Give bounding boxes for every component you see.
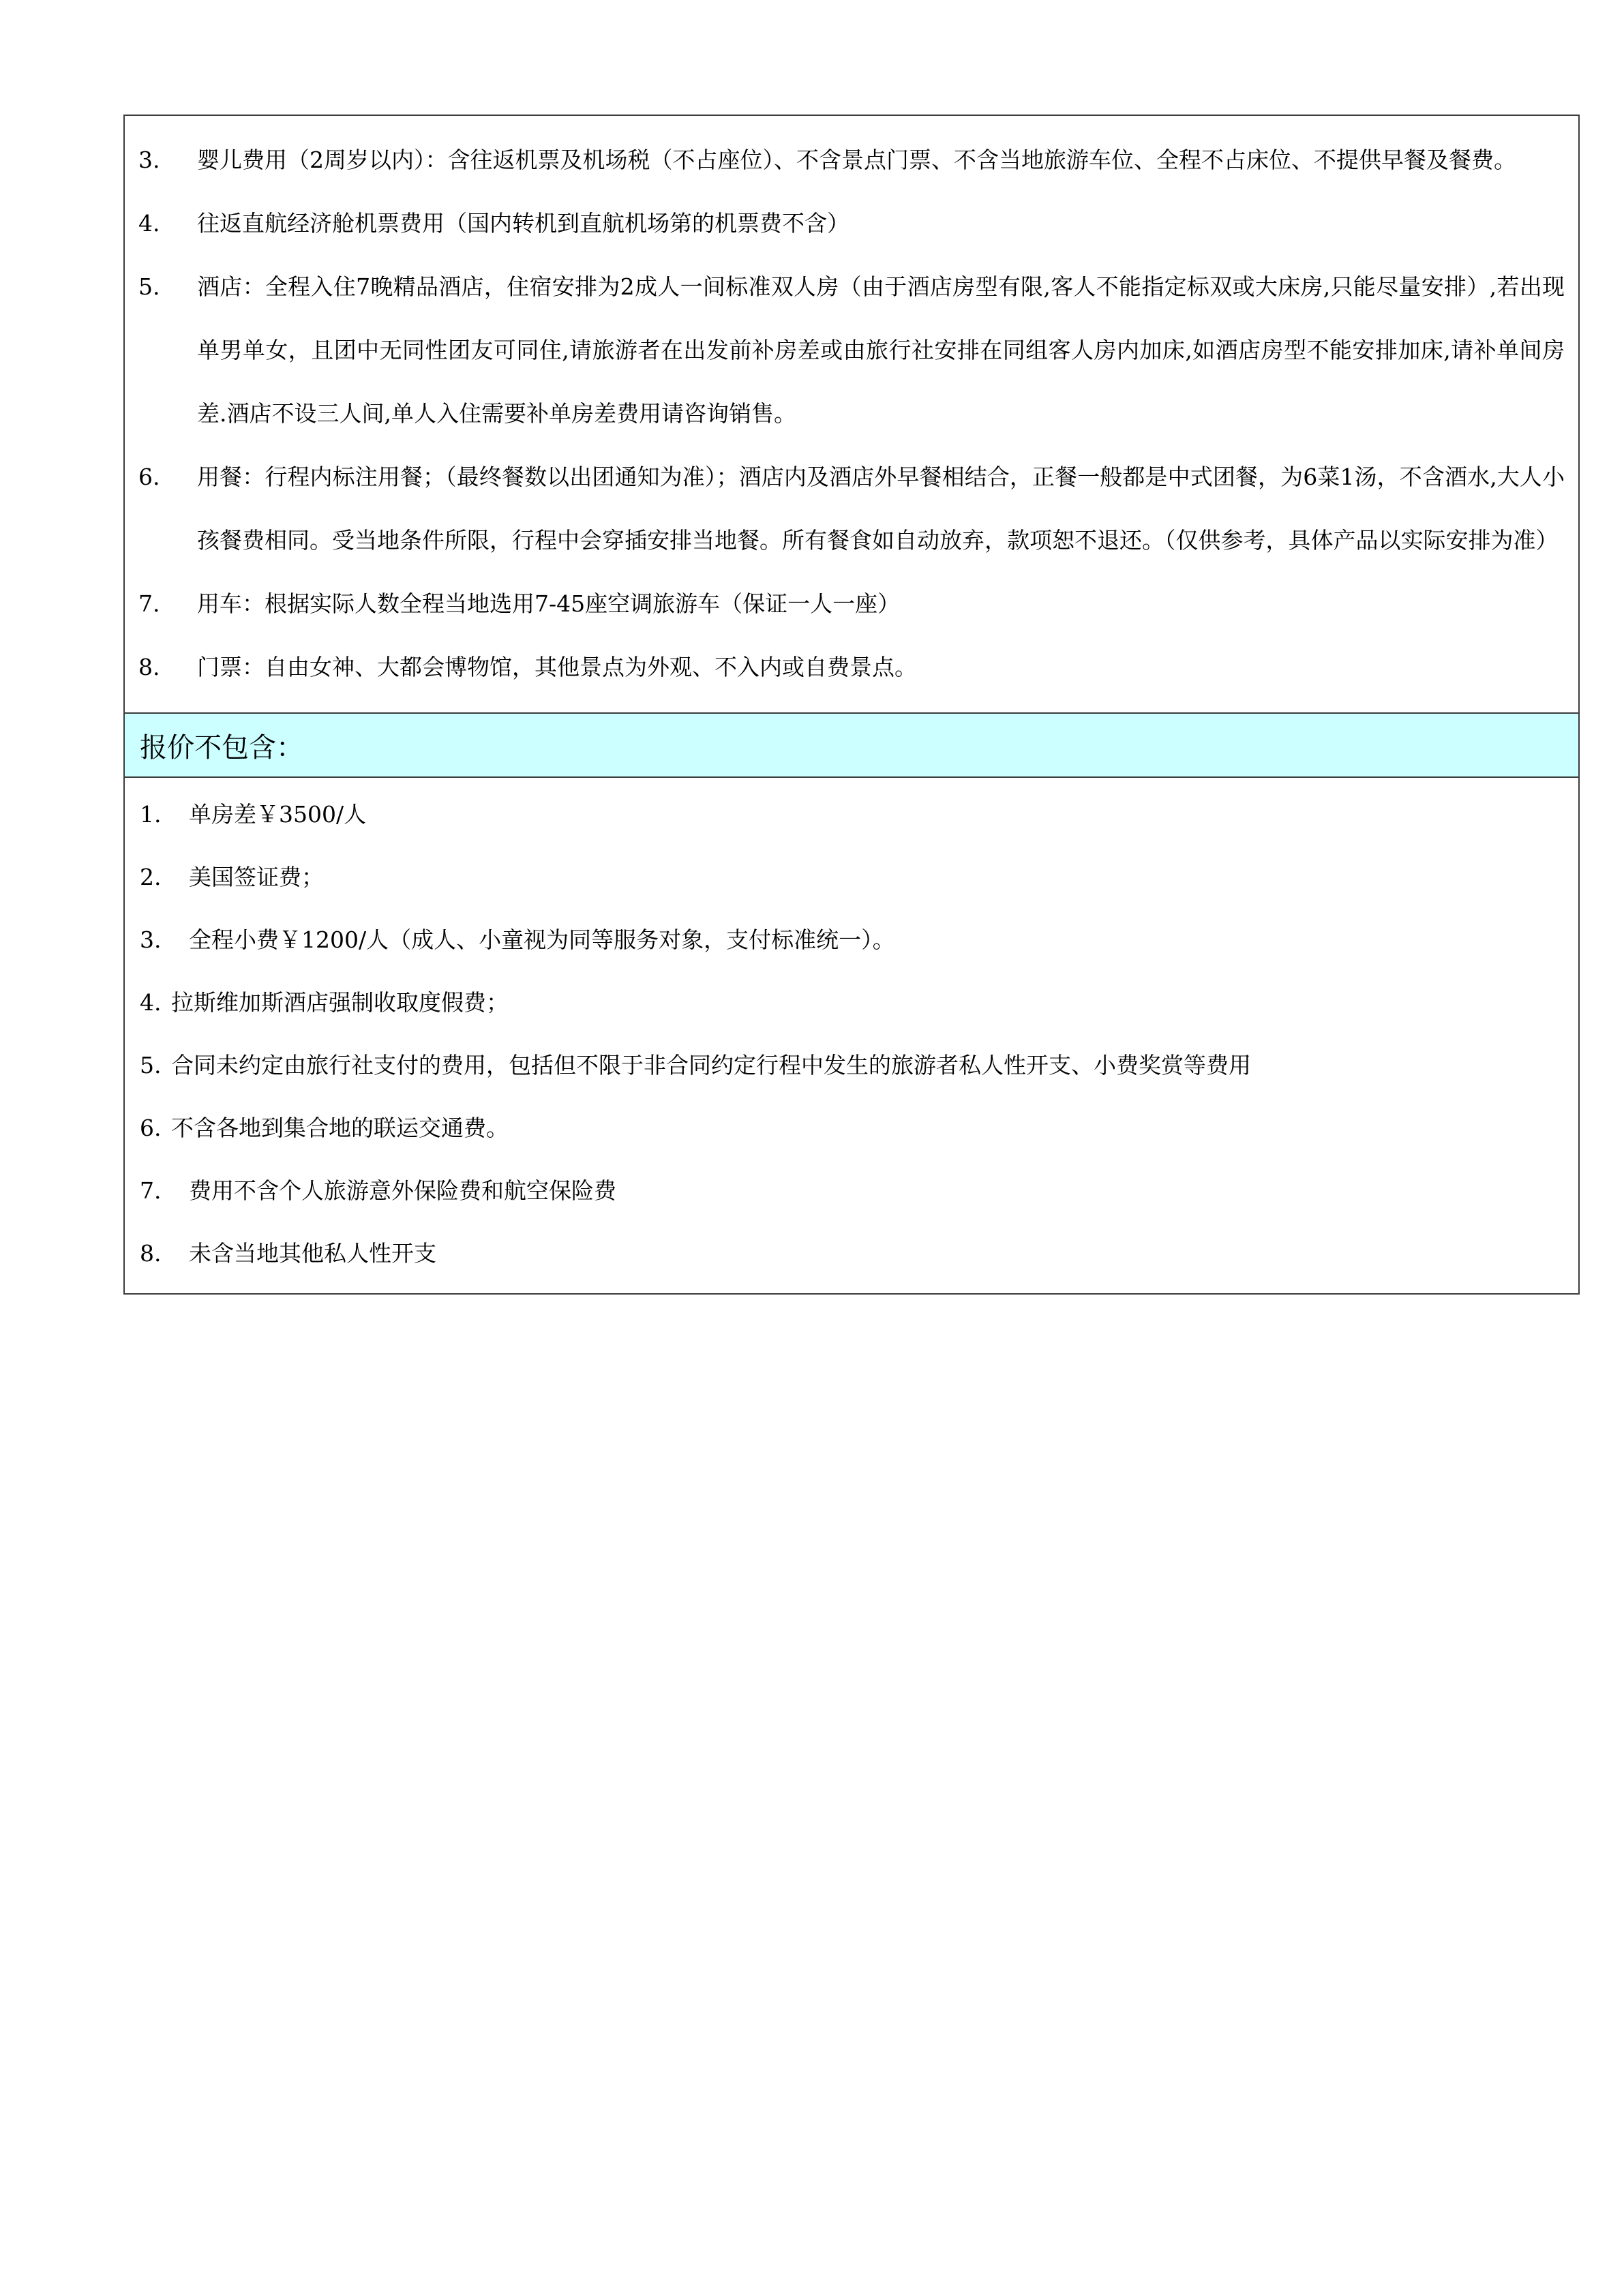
item-text: 合同未约定由旅行社支付的费用，包括但不限于非合同约定行程中发生的旅游者私人性开支、小费奖赏等费用 [171,1052,1251,1078]
included-item [138,128,1565,192]
item-text: 往返直航经济舱机票费用（国内转机到直航机场第的机票费不含） [197,210,849,237]
included-item [138,255,1565,445]
excluded-item [140,1097,1565,1160]
item-number: 8. [138,654,160,680]
item-text: 美国签证费； [189,864,324,890]
item-number: 2. [140,864,162,890]
item-number: 3. [140,926,162,953]
item-text: 费用不含个人旅游意外保险费和航空保险费 [189,1177,616,1204]
item-number: 3. [138,147,160,173]
price-terms-table [123,115,1580,1295]
excluded-section-header [125,712,1578,778]
item-text: 婴儿费用（2周岁以内）：含往返机票及机场税（不占座位）、不含景点门票、不含当地旅游车位、全程不占床位、不提供早餐及餐费。 [197,147,1516,173]
included-item [138,572,1565,635]
included-item [138,445,1565,572]
excluded-item [140,846,1565,909]
item-number: 5. [140,1052,162,1078]
item-text: 未含当地其他私人性开支 [189,1240,436,1267]
item-text: 用车：根据实际人数全程当地选用7-45座空调旅游车（保证一人一座） [197,590,901,617]
excluded-item [140,1222,1565,1285]
item-text: 单房差￥3500/人 [189,801,367,828]
item-text: 用餐：行程内标注用餐；（最终餐数以出团通知为准）；酒店内及酒店外早餐相结合，正餐一般都是中式团餐，为6菜1汤，不含酒水,大人小孩餐费相同。受当地条件所限，行程中会穿插安排当地餐。所有餐食如自动放弃，款项恕不退还。（仅供参考，具体产品以实际安排为准） [197,464,1565,554]
item-text: 拉斯维加斯酒店强制收取度假费； [171,989,509,1016]
excluded-item [140,1034,1565,1097]
item-number: 6. [138,464,160,490]
included-items-section [125,116,1578,712]
item-text: 酒店：全程入住7晚精品酒店，住宿安排为2成人一间标准双人房（由于酒店房型有限,客人不能指定标双或大床房,只能尽量安排）,若出现单男单女，且团中无同性团友可同住,请旅游者在出发前补房差或由旅行社安排在同组客人房内加床,如酒店房型不能安排加床,请补单间房差.酒店不设三人间,单人入住需要补单房差费用请咨询销售。 [197,273,1565,427]
item-number: 8. [140,1240,162,1267]
section-title: 报价不包含： [140,731,303,764]
excluded-item [140,971,1565,1034]
item-number: 7. [138,590,160,617]
item-number: 4. [138,210,160,237]
included-item [138,192,1565,255]
item-number: 1. [140,801,162,828]
item-number: 4. [140,989,162,1016]
excluded-item [140,783,1565,846]
excluded-items-section [125,778,1578,1293]
included-item [138,635,1565,699]
excluded-item [140,909,1565,971]
item-text: 全程小费￥1200/人（成人、小童视为同等服务对象，支付标准统一）。 [189,926,895,953]
item-number: 5. [138,273,160,300]
item-number: 6. [140,1115,162,1141]
item-text: 不含各地到集合地的联运交通费。 [171,1115,509,1141]
item-text: 门票：自由女神、大都会博物馆，其他景点为外观、不入内或自费景点。 [197,654,917,680]
excluded-item [140,1160,1565,1222]
item-number: 7. [140,1177,162,1204]
